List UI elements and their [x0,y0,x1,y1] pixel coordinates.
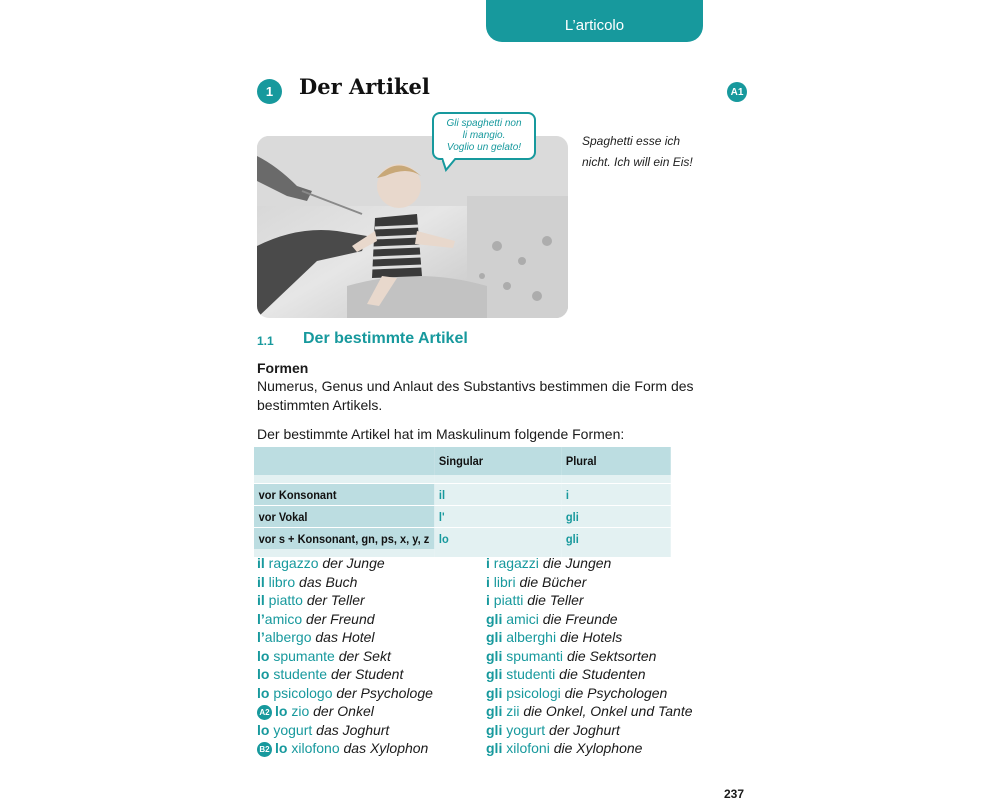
plural-examples [486,554,693,758]
singular-examples [257,554,433,758]
section-number: 1.1 [257,334,274,348]
example-article: gli [486,647,503,664]
example-noun: piatto [268,592,303,608]
level-badge-small: A2 [257,705,272,720]
example-translation: die Studenten [559,666,646,682]
table-row-label: vor Konsonant [254,484,434,506]
example-translation: die Onkel, Onkel und Tante [523,703,693,719]
chapter-tab [486,0,703,42]
photo-caption [582,131,707,173]
table-cell: gli [561,506,670,528]
example-row [486,702,693,721]
example-noun: piatti [493,592,524,608]
example-translation: der Onkel [313,703,374,719]
example-article: i [486,592,490,608]
article-forms-table [254,447,671,557]
example-article: lo [257,684,270,701]
table-header-row [254,447,671,475]
example-row [257,591,433,610]
table-header-cell: Singular [434,447,561,475]
example-noun: xilofoni [506,740,550,756]
example-row [486,739,693,758]
example-article: l’ [257,629,265,645]
table-row-label: vor Vokal [254,506,434,528]
example-noun: alberghi [506,629,557,645]
example-translation: die Sektsorten [566,647,657,664]
example-noun: studenti [506,666,556,682]
example-article: gli [486,740,503,756]
example-row [257,554,433,573]
example-translation: die Hotels [559,629,623,645]
example-translation: die Teller [527,592,584,608]
level-badge-small: B2 [257,742,272,757]
chapter-tab-label: L’articolo [564,16,625,34]
example-row [486,591,693,610]
example-row [486,647,693,666]
table-spacer [434,475,561,484]
example-translation: die Psychologen [564,684,668,701]
example-noun: psicologo [273,684,333,701]
example-translation: der Psychologe [336,684,433,701]
example-translation: die Bücher [519,573,587,590]
table-cell: lo [434,528,561,550]
example-noun: yogurt [273,721,313,738]
example-noun: libro [268,573,296,590]
example-translation: der Teller [306,592,365,608]
example-translation: die Freunde [542,610,618,627]
example-noun: albergo [264,629,312,645]
table-cell: gli [561,528,670,550]
example-row [257,665,433,684]
example-row [257,610,433,629]
table-cell: i [561,484,670,506]
example-article: gli [486,666,503,682]
example-noun: zio [291,703,310,719]
example-row [486,684,693,703]
example-translation: die Xylophone [553,740,643,756]
example-row [486,721,693,740]
example-article: gli [486,610,503,627]
example-article: il [257,555,265,571]
example-noun: amico [264,610,303,627]
example-row [257,573,433,592]
table-spacer [254,475,434,484]
speech-bubble-line: Voglio un gelato! [446,142,522,153]
speech-bubble [432,112,536,160]
example-translation: der Freund [306,610,375,627]
example-noun: ragazzo [268,555,319,571]
chapter-title: Der Artikel [299,74,430,99]
example-article: l’ [257,610,265,627]
example-article: lo [275,740,288,756]
forms-heading: Formen [257,360,309,376]
example-noun: zii [506,703,520,719]
speech-bubble-tail [442,158,458,172]
example-row [257,647,433,666]
page-number: 237 [724,787,745,801]
example-row [486,628,693,647]
section-title: Der bestimmte Artikel [303,330,468,347]
caption-line: Spaghetti esse ich [582,134,681,148]
example-row [257,628,433,647]
example-row [486,665,693,684]
table-spacer [561,475,670,484]
speech-bubble-line: li mangio. [462,130,506,141]
example-translation: das Buch [299,573,358,590]
example-translation: die Jungen [542,555,612,571]
example-article: lo [257,721,270,738]
table-intro: Der bestimmte Artikel hat im Maskulinum folgende Formen: [257,426,625,442]
child-refusing-food-illustration [257,136,568,318]
example-row [486,554,693,573]
table-row [254,506,671,528]
example-translation: der Joghurt [549,721,620,738]
example-article: gli [486,684,503,701]
example-translation: der Junge [322,555,385,571]
table-cell: l' [434,506,561,528]
example-article: i [486,555,490,571]
example-noun: ragazzi [493,555,539,571]
example-translation: der Sekt [338,647,391,664]
example-noun: studente [273,666,328,682]
example-article: gli [486,703,503,719]
example-article: lo [257,666,270,682]
example-noun: yogurt [506,721,546,738]
forms-intro: Numerus, Genus und Anlaut des Substantivs bestimmen die Form des bestimmten Artikels. [257,378,694,413]
level-badge: A1 [727,82,747,102]
example-article: gli [486,629,503,645]
example-article: lo [275,703,288,719]
example-row [257,702,433,721]
example-noun: psicologi [506,684,561,701]
speech-bubble-line: Gli spaghetti non [446,118,522,129]
example-translation: der Student [330,666,404,682]
example-row [257,721,433,740]
example-noun: amici [506,610,539,627]
example-noun: libri [493,573,516,590]
example-noun: spumante [273,647,335,664]
table-cell: il [434,484,561,506]
example-row [257,739,433,758]
example-noun: spumanti [506,647,564,664]
table-header-cell [254,447,434,475]
example-article: il [257,573,265,590]
example-article: il [257,592,265,608]
example-translation: das Xylophon [343,740,429,756]
example-article: lo [257,647,270,664]
table-header-cell: Plural [561,447,670,475]
chapter-number-badge: 1 [257,79,282,104]
example-row [486,610,693,629]
example-translation: das Joghurt [316,721,390,738]
caption-line: nicht. Ich will ein Eis! [582,155,693,169]
table-row-label: vor s + Konsonant, gn, ps, x, y, z [254,528,434,550]
table-row [254,528,671,550]
example-row [486,573,693,592]
example-noun: xilofono [291,740,340,756]
example-row [257,684,433,703]
example-article: gli [486,721,503,738]
child-photo [257,136,568,318]
example-article: i [486,573,490,590]
table-row [254,484,671,506]
example-translation: das Hotel [315,629,375,645]
